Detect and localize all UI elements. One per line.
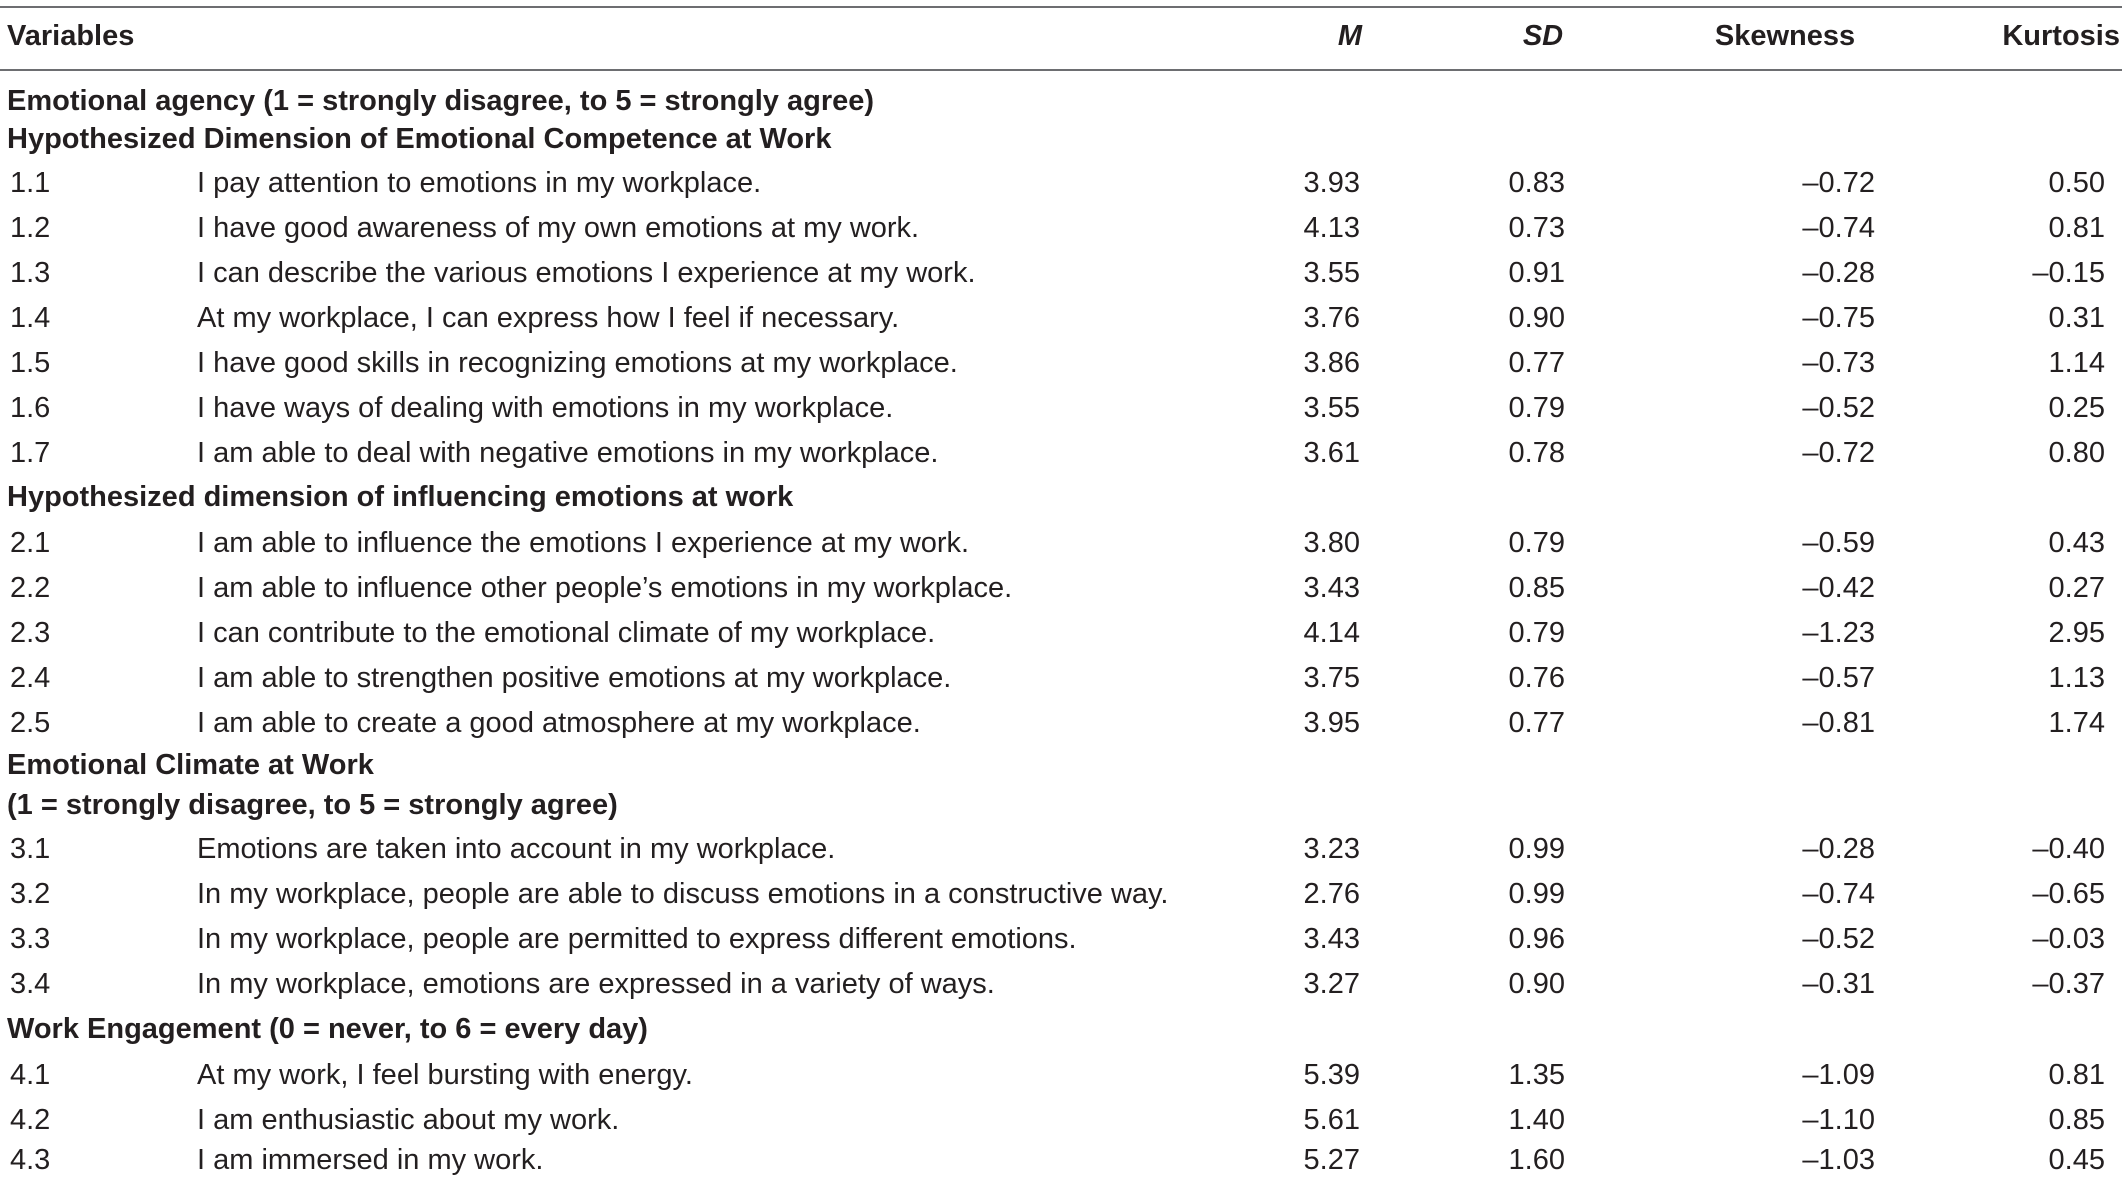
- skewness-value: –0.28: [1802, 833, 1875, 865]
- kurtosis-value: 0.43: [2048, 527, 2105, 559]
- skewness-value: –0.59: [1802, 527, 1875, 559]
- skewness-value: –0.52: [1802, 923, 1875, 955]
- item-id: 2.2: [10, 572, 51, 604]
- sd-value: 0.83: [1508, 167, 1565, 199]
- item-text: I am immersed in my work.: [197, 1144, 544, 1176]
- item-id: 3.3: [10, 923, 51, 955]
- table-row: [0, 962, 2122, 1007]
- skewness-value: –0.72: [1802, 167, 1875, 199]
- mean-value: 5.39: [1303, 1059, 1360, 1091]
- item-text: I am able to influence other people’s emotions in my workplace.: [197, 572, 1013, 604]
- kurtosis-value: 1.14: [2048, 347, 2105, 379]
- mean-value: 4.14: [1303, 617, 1360, 649]
- mean-value: 3.76: [1303, 302, 1360, 334]
- sd-value: 0.96: [1508, 923, 1565, 955]
- kurtosis-value: 2.95: [2048, 617, 2105, 649]
- table-row: [0, 872, 2122, 917]
- skewness-value: –1.23: [1802, 617, 1875, 649]
- item-text: I can contribute to the emotional climate of my workplace.: [197, 617, 936, 649]
- table-header: [0, 14, 2122, 59]
- sd-value: 0.85: [1508, 572, 1565, 604]
- sd-value: 0.79: [1508, 617, 1565, 649]
- kurtosis-value: 1.74: [2048, 707, 2105, 739]
- section-heading: Work Engagement (0 = never, to 6 = every day): [7, 1013, 648, 1045]
- item-id: 4.3: [10, 1144, 51, 1176]
- sd-value: 0.76: [1508, 662, 1565, 694]
- item-text: At my workplace, I can express how I feel if necessary.: [197, 302, 900, 334]
- item-text: I am enthusiastic about my work.: [197, 1104, 620, 1136]
- table-row: [0, 566, 2122, 611]
- mean-value: 3.27: [1303, 968, 1360, 1000]
- kurtosis-value: 0.80: [2048, 437, 2105, 469]
- table-row: [0, 1138, 2122, 1183]
- item-text: I am able to create a good atmosphere at my workplace.: [197, 707, 921, 739]
- skewness-value: –1.03: [1802, 1144, 1875, 1176]
- skewness-value: –0.42: [1802, 572, 1875, 604]
- section-heading: Hypothesized dimension of influencing emotions at work: [7, 481, 794, 513]
- mean-value: 3.43: [1303, 572, 1360, 604]
- section-subheading: (1 = strongly disagree, to 5 = strongly agree): [7, 789, 618, 821]
- table-row: [0, 701, 2122, 746]
- sd-value: 0.79: [1508, 392, 1565, 424]
- mean-value: 3.55: [1303, 392, 1360, 424]
- skewness-value: –0.75: [1802, 302, 1875, 334]
- item-text: I pay attention to emotions in my workplace.: [197, 167, 762, 199]
- sd-value: 1.40: [1508, 1104, 1565, 1136]
- table-row: [0, 656, 2122, 701]
- skewness-value: –1.10: [1802, 1104, 1875, 1136]
- header-rule: [0, 69, 2122, 71]
- kurtosis-value: 0.25: [2048, 392, 2105, 424]
- item-id: 1.3: [10, 257, 51, 289]
- item-id: 1.2: [10, 212, 51, 244]
- header-kurtosis: Kurtosis: [2002, 20, 2120, 52]
- kurtosis-value: –0.03: [2032, 923, 2105, 955]
- sd-value: 0.99: [1508, 833, 1565, 865]
- sd-value: 0.91: [1508, 257, 1565, 289]
- mean-value: 3.23: [1303, 833, 1360, 865]
- mean-value: 2.76: [1303, 878, 1360, 910]
- sd-value: 0.73: [1508, 212, 1565, 244]
- sd-value: 0.79: [1508, 527, 1565, 559]
- table-row: [0, 917, 2122, 962]
- table-row: [0, 827, 2122, 872]
- item-text: I can describe the various emotions I experience at my work.: [197, 257, 976, 289]
- sd-value: 1.35: [1508, 1059, 1565, 1091]
- item-text: I have ways of dealing with emotions in my workplace.: [197, 392, 894, 424]
- mean-value: 3.43: [1303, 923, 1360, 955]
- item-id: 4.2: [10, 1104, 51, 1136]
- item-id: 1.7: [10, 437, 51, 469]
- item-text: I have good awareness of my own emotions at my work.: [197, 212, 920, 244]
- skewness-value: –1.09: [1802, 1059, 1875, 1091]
- item-id: 3.2: [10, 878, 51, 910]
- header-m: M: [1337, 20, 1363, 52]
- mean-value: 3.75: [1303, 662, 1360, 694]
- mean-value: 5.27: [1303, 1144, 1360, 1176]
- kurtosis-value: 0.31: [2048, 302, 2105, 334]
- item-text: In my workplace, people are permitted to express different emotions.: [197, 923, 1077, 955]
- table-row: [0, 341, 2122, 386]
- header-sd: SD: [1522, 20, 1564, 52]
- mean-value: 3.93: [1303, 167, 1360, 199]
- item-id: 2.1: [10, 527, 51, 559]
- item-text: In my workplace, emotions are expressed in a variety of ways.: [197, 968, 995, 1000]
- item-text: I am able to strengthen positive emotions at my workplace.: [197, 662, 952, 694]
- sd-value: 1.60: [1508, 1144, 1565, 1176]
- kurtosis-value: –0.40: [2032, 833, 2105, 865]
- mean-value: 3.95: [1303, 707, 1360, 739]
- header-skewness: Skewness: [1714, 20, 1856, 52]
- item-text: I am able to influence the emotions I experience at my work.: [197, 527, 970, 559]
- item-text: In my workplace, people are able to discuss emotions in a constructive way.: [197, 878, 1169, 910]
- kurtosis-value: 0.81: [2048, 1059, 2105, 1091]
- skewness-value: –0.57: [1802, 662, 1875, 694]
- item-id: 1.4: [10, 302, 51, 334]
- item-text: I have good skills in recognizing emotions at my workplace.: [197, 347, 958, 379]
- item-text: Emotions are taken into account in my workplace.: [197, 833, 836, 865]
- item-id: 2.3: [10, 617, 51, 649]
- skewness-value: –0.74: [1802, 878, 1875, 910]
- skewness-value: –0.28: [1802, 257, 1875, 289]
- sd-value: 0.90: [1508, 968, 1565, 1000]
- sd-value: 0.90: [1508, 302, 1565, 334]
- kurtosis-value: 0.81: [2048, 212, 2105, 244]
- skewness-value: –0.52: [1802, 392, 1875, 424]
- sd-value: 0.99: [1508, 878, 1565, 910]
- mean-value: 3.55: [1303, 257, 1360, 289]
- item-id: 2.4: [10, 662, 51, 694]
- mean-value: 3.80: [1303, 527, 1360, 559]
- table-row: [0, 161, 2122, 206]
- skewness-value: –0.72: [1802, 437, 1875, 469]
- top-rule: [0, 6, 2122, 8]
- skewness-value: –0.31: [1802, 968, 1875, 1000]
- table-row: [0, 296, 2122, 341]
- item-id: 4.1: [10, 1059, 51, 1091]
- item-id: 1.5: [10, 347, 51, 379]
- mean-value: 4.13: [1303, 212, 1360, 244]
- skewness-value: –0.81: [1802, 707, 1875, 739]
- item-text: At my work, I feel bursting with energy.: [197, 1059, 693, 1091]
- item-id: 1.1: [10, 167, 51, 199]
- item-text: I am able to deal with negative emotions in my workplace.: [197, 437, 939, 469]
- sd-value: 0.77: [1508, 707, 1565, 739]
- table-row: [0, 206, 2122, 251]
- sd-value: 0.78: [1508, 437, 1565, 469]
- table-row: [0, 1098, 2122, 1143]
- table-row: [0, 251, 2122, 296]
- item-id: 3.4: [10, 968, 51, 1000]
- header-variables: Variables: [7, 20, 135, 52]
- section-subheading: Hypothesized Dimension of Emotional Competence at Work: [7, 123, 832, 155]
- item-id: 2.5: [10, 707, 51, 739]
- kurtosis-value: –0.15: [2032, 257, 2105, 289]
- kurtosis-value: –0.65: [2032, 878, 2105, 910]
- table-row: [0, 431, 2122, 476]
- mean-value: 3.86: [1303, 347, 1360, 379]
- mean-value: 3.61: [1303, 437, 1360, 469]
- section-heading: Emotional agency (1 = strongly disagree, to 5 = strongly agree): [7, 85, 875, 117]
- kurtosis-value: 0.27: [2048, 572, 2105, 604]
- kurtosis-value: 0.50: [2048, 167, 2105, 199]
- table-row: [0, 611, 2122, 656]
- kurtosis-value: –0.37: [2032, 968, 2105, 1000]
- mean-value: 5.61: [1303, 1104, 1360, 1136]
- table-row: [0, 521, 2122, 566]
- kurtosis-value: 0.85: [2048, 1104, 2105, 1136]
- kurtosis-value: 1.13: [2048, 662, 2105, 694]
- item-id: 3.1: [10, 833, 51, 865]
- kurtosis-value: 0.45: [2048, 1144, 2105, 1176]
- section-heading: Emotional Climate at Work: [7, 749, 374, 781]
- skewness-value: –0.73: [1802, 347, 1875, 379]
- table-row: [0, 1053, 2122, 1098]
- skewness-value: –0.74: [1802, 212, 1875, 244]
- sd-value: 0.77: [1508, 347, 1565, 379]
- table-row: [0, 386, 2122, 431]
- item-id: 1.6: [10, 392, 51, 424]
